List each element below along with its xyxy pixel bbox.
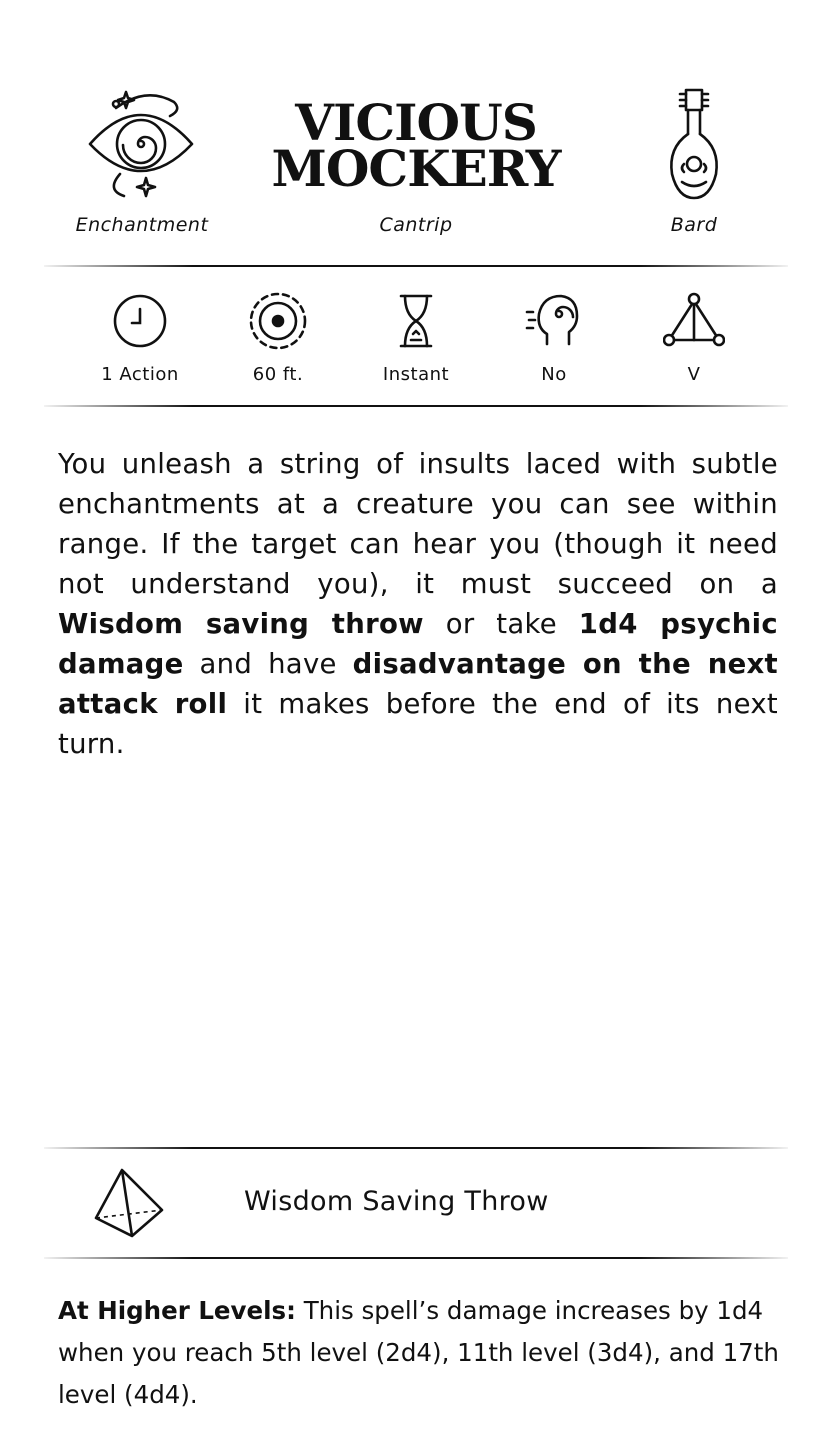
stat-components-value: V xyxy=(687,364,701,385)
desc-text: it makes before the end of its next turn. xyxy=(58,688,778,760)
spell-class: Bard xyxy=(670,214,718,236)
stat-casting-time-value: 1 Action xyxy=(101,364,179,385)
higher-levels-label: At Higher Levels: xyxy=(58,1296,296,1325)
stat-duration-value: Instant xyxy=(382,364,450,385)
spell-level: Cantrip xyxy=(379,214,453,236)
stat-range xyxy=(218,290,338,385)
divider xyxy=(44,1257,788,1259)
spell-school: Enchantment xyxy=(75,214,209,236)
components-triangle-icon xyxy=(663,290,725,352)
lute-icon xyxy=(664,86,724,201)
spell-description xyxy=(58,444,778,764)
stat-duration xyxy=(356,290,476,385)
desc-text: or take xyxy=(423,608,579,640)
spell-title-line2: MOCKERY xyxy=(271,139,561,198)
saving-throw-text: Wisdom Saving Throw xyxy=(244,1186,549,1217)
hourglass-icon xyxy=(385,290,447,352)
concentration-head-icon xyxy=(523,290,585,352)
desc-bold-damage: 1d4 psychic damage xyxy=(58,608,778,680)
stat-casting-time xyxy=(80,290,200,385)
divider xyxy=(44,1147,788,1149)
clock-icon xyxy=(109,290,171,352)
stat-concentration-value: No xyxy=(541,364,567,385)
spell-title-line1: VICIOUS xyxy=(295,93,537,152)
divider xyxy=(44,405,788,407)
spell-title xyxy=(230,93,602,198)
stat-components xyxy=(634,290,754,385)
divider xyxy=(44,265,788,267)
eye-spiral-icon xyxy=(86,86,196,201)
higher-levels xyxy=(58,1290,782,1416)
higher-levels-text: This spell’s damage increases by 1d4 when you reach 5th level (2d4), 11th level (3d4), and 17th level (4d4). xyxy=(58,1296,779,1409)
range-target-icon xyxy=(247,290,309,352)
desc-text: and have xyxy=(183,648,353,680)
d4-die-icon xyxy=(92,1166,166,1240)
stat-range-value: 60 ft. xyxy=(252,364,304,385)
desc-bold-save: Wisdom saving throw xyxy=(58,608,424,640)
desc-text: You unleash a string of insults laced with subtle enchantments at a creature you can see within range. If the target can hear you (though it need not understand you), it must succeed on a xyxy=(58,448,778,600)
stat-concentration xyxy=(494,290,614,385)
desc-bold-disadvantage: disadvantage on the next attack roll xyxy=(58,648,779,720)
